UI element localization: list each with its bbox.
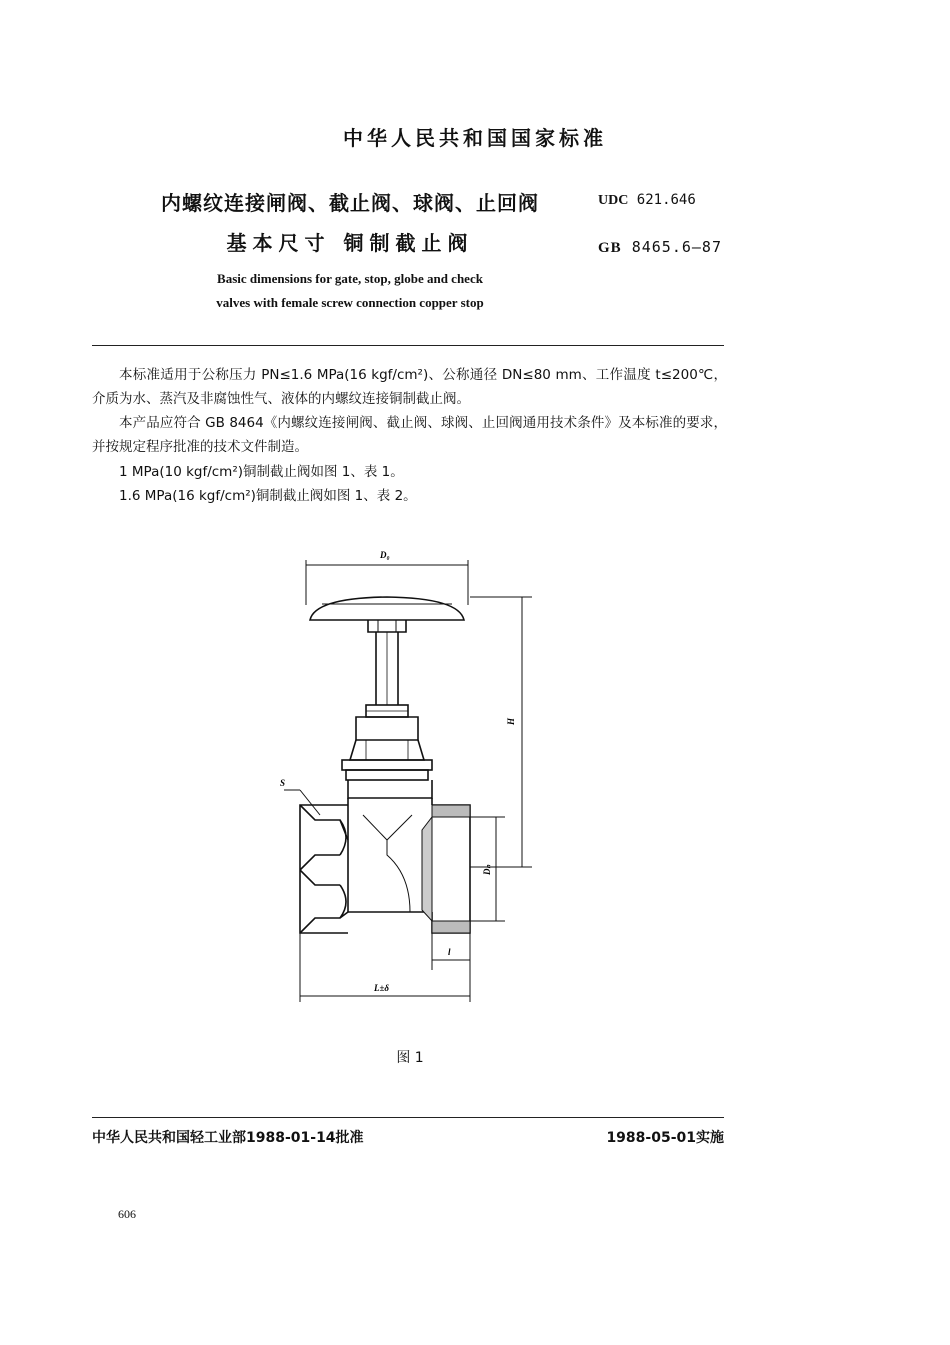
gb-label: GB — [598, 240, 622, 256]
valve-drawing — [270, 540, 570, 1010]
table2-reference: 1.6 MPa(16 kgf/cm²)铜制截止阀如图 1、表 2。 — [119, 488, 417, 504]
conformance-paragraph: 本产品应符合 GB 8464《内螺纹连接闸阀、截止阀、球阀、止回阀通用技术条件》及本标准的要求，并按规定程序批准的技术文件制造。 — [92, 415, 727, 455]
scope-paragraph: 本标准适用于公称压力 PN≤1.6 MPa(16 kgf/cm²)、公称通径 DN≤80 mm、工作温度 t≤200℃，介质为水、蒸汽及非腐蚀性气、液体的内螺纹连接铜制截止阀。 — [92, 367, 727, 407]
label-dn: Dₙ — [482, 864, 492, 875]
label-h: H — [506, 717, 516, 725]
english-title-line2: valves with female screw connection copper stop — [216, 295, 484, 310]
header-divider — [92, 345, 724, 346]
document-title-line2: 基本尺寸 铜制截止阀 — [226, 231, 474, 255]
udc-label: UDC — [598, 193, 629, 208]
table1-reference: 1 MPa(10 kgf/cm²)铜制截止阀如图 1、表 1。 — [119, 464, 404, 480]
english-title-line1: Basic dimensions for gate, stop, globe and check — [217, 271, 483, 286]
document-title-line1: 内螺纹连接闸阀、截止阀、球阀、止回阀 — [161, 191, 539, 215]
gb-code — [598, 238, 722, 257]
page-number: 606 — [118, 1207, 136, 1221]
footer-divider — [92, 1117, 724, 1118]
gb-value: 8465.6—87 — [631, 238, 722, 256]
udc-value: 621.646 — [636, 192, 696, 208]
label-l-tolerance: L±δ — [374, 983, 390, 993]
effective-date: 1988-05-01实施 — [606, 1130, 724, 1146]
approval-statement: 中华人民共和国轻工业部1988-01-14批准 — [92, 1130, 364, 1146]
udc-code — [598, 192, 696, 209]
label-d0: D₀ — [380, 550, 390, 560]
national-standard-heading: 中华人民共和国国家标准 — [343, 126, 607, 150]
figure-caption: 图 1 — [396, 1050, 424, 1066]
label-l: l — [448, 947, 451, 957]
label-s: S — [280, 778, 286, 788]
